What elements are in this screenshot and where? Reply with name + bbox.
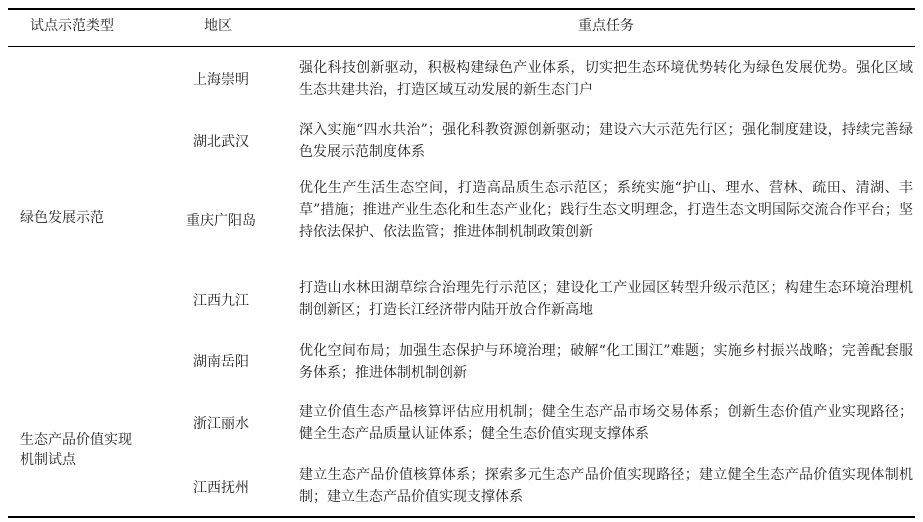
task-cell: 优化生产生活生态空间，打造高品质生态示范区；系统实施“护山、理水、营林、疏田、清湖、丰草”措施；推进产业生态化和生态产业化；践行生态文明理念，打造生态文明国际交流合作平台；坚持依法保护、依法监管；推进体制机制政策创新 bbox=[299, 180, 913, 240]
category-green-development: 绿色发展示范 bbox=[20, 210, 104, 226]
region-cell: 上海崇明 bbox=[193, 72, 249, 88]
header-rule bbox=[8, 46, 915, 47]
region-cell: 浙江丽水 bbox=[193, 416, 249, 432]
header-type: 试点示范类型 bbox=[30, 18, 114, 34]
region-cell: 重庆广阳岛 bbox=[186, 213, 256, 229]
region-cell: 湖南岳阳 bbox=[193, 354, 249, 370]
task-cell: 打造山水林田湖草综合治理先行示范区；建设化工产业园区转型升级示范区；构建生态环境治理机制创新区；打造长江经济带内陆开放合作新高地 bbox=[299, 280, 913, 318]
region-cell: 江西九江 bbox=[193, 293, 249, 309]
bottom-rule bbox=[8, 516, 915, 518]
task-cell: 建立价值生态产品核算评估应用机制；健全生态产品市场交易体系；创新生态价值产业实现路径；健全生态产品质量认证体系；健全生态价值实现支撑体系 bbox=[299, 404, 913, 442]
region-cell: 湖北武汉 bbox=[193, 134, 249, 150]
task-cell: 强化科技创新驱动，积极构建绿色产业体系，切实把生态环境优势转化为绿色发展优势。强化区域生态共建共治，打造区域互动发展的新生态门户 bbox=[299, 60, 913, 98]
top-rule bbox=[8, 8, 915, 10]
category-ecological-value: 生态产品价值实现机制试点 bbox=[20, 432, 132, 468]
region-cell: 江西抚州 bbox=[193, 480, 249, 496]
header-region: 地区 bbox=[204, 18, 232, 34]
header-task: 重点任务 bbox=[578, 18, 634, 34]
task-cell: 深入实施“四水共治”；强化科教资源创新驱动；建设六大示范先行区；强化制度建设，持续完善绿色发展示范制度体系 bbox=[299, 122, 913, 160]
task-cell: 优化空间布局；加强生态保护与环境治理；破解“化工围江”难题；实施乡村振兴战略；完善配套服务体系；推进体制机制创新 bbox=[299, 343, 913, 381]
task-cell: 建立生态产品价值核算体系；探索多元生态产品价值实现路径；建立健全生态产品价值实现体制机制；建立生态产品价值实现支撑体系 bbox=[299, 467, 913, 505]
